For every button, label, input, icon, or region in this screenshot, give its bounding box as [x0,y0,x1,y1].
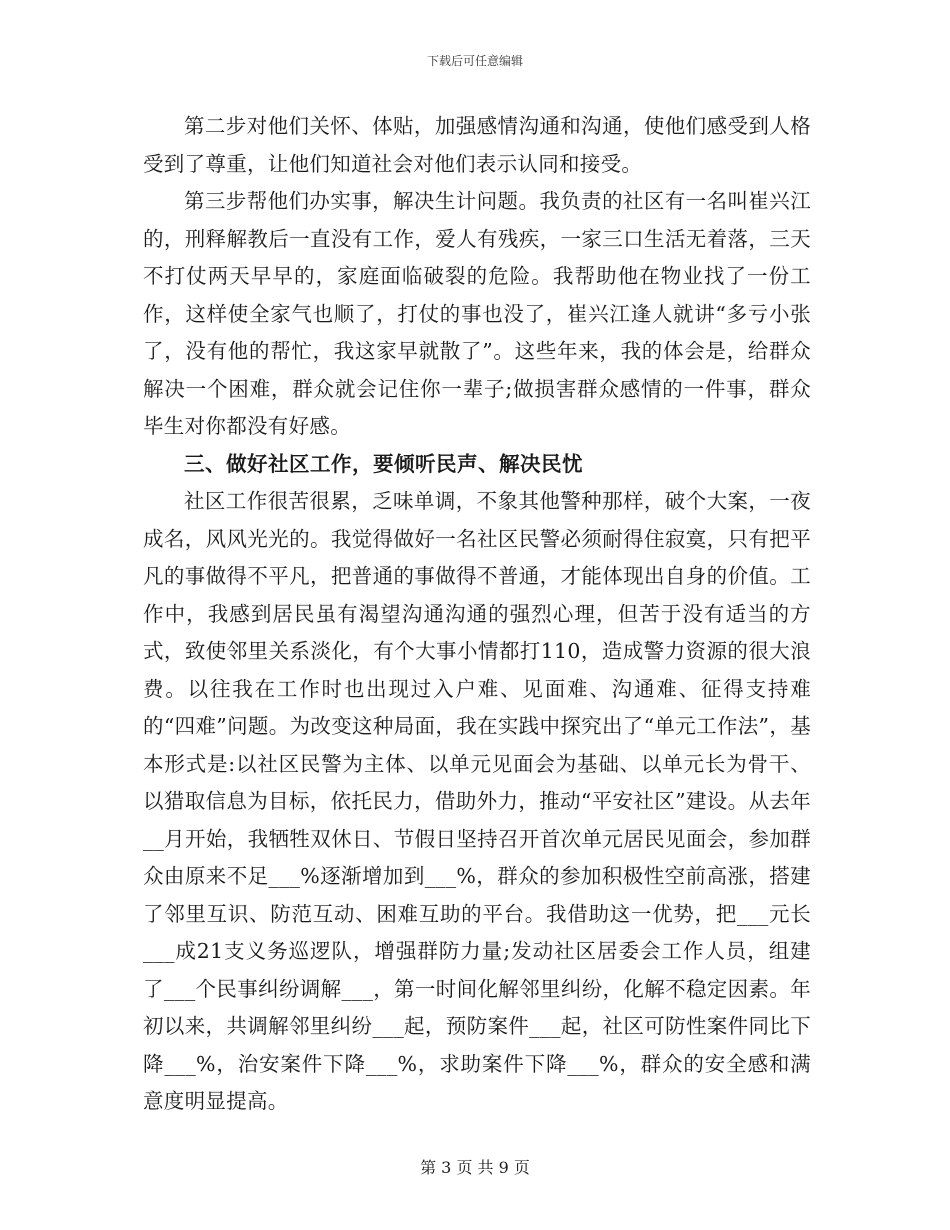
paragraph-community-work: 社区工作很苦很累，乏味单调，不象其他警种那样，破个大案，一夜成名，风风光光的。我觉得做好一名社区民警必须耐得住寂寞，只有把平凡的事做得不平凡，把普通的事做得不普通，才能体现出自身的价值。工作中，我感到居民虽有渴望沟通沟通的强烈心理，但苦于没有适当的方式，致使邻里关系淡化，有个大事小情都打110，造成警力资源的很大浪费。以往我在工作时也出现过入户难、见面难、沟通难、征得支持难的“四难”问题。为改变这种局面，我在实践中探究出了“单元工作法”，基本形式是:以社区民警为主体、以单元见面会为基础、以单元长为骨干、以猎取信息为目标，依托民力，借助外力，推动“平安社区”建设。从去年__月开始，我牺牲双休日、节假日坚持召开首次单元居民见面会，参加群众由原来不足___%逐渐增加到___%，群众的参加积极性空前高涨，搭建了邻里互识、防范互动、困难互助的平台。我借助这一优势，把___元长___成21支义务巡逻队，增强群防力量;发动社区居委会工作人员，组建了___个民事纠纷调解___，第一时间化解邻里纠纷，化解不稳定因素。年初以来，共调解邻里纠纷___起，预防案件___起，社区可防性案件同比下降___%，治安案件下降___%，求助案件下降___%，群众的安全感和满意度明显提高。 [143,489,811,1113]
page-header: 下载后可任意编辑 [426,54,523,68]
section-heading: 三、做好社区工作，要倾听民声、解决民忧 [184,451,583,476]
page-number: 第 3 页 共 9 页 [420,1158,530,1177]
paragraph-step-two: 第二步对他们关怀、体贴，加强感情沟通和沟通，使他们感受到人格受到了尊重，让他们知道社会对他们表示认同和接受。 [143,114,811,176]
paragraph-step-three: 第三步帮他们办实事，解决生计问题。我负责的社区有一名叫崔兴江的，刑释解教后一直没有工作，爱人有残疾，一家三口生活无着落，三天不打仗两天早早的，家庭面临破裂的危险。我帮助他在物业找了一份工作，这样使全家气也顺了，打仗的事也没了，崔兴江逢人就讲“多亏小张了，没有他的帮忙，我这家早就散了”。这些年来，我的体会是，给群众解决一个困难，群众就会记住你一辈子;做损害群众感情的一件事，群众毕生对你都没有好感。 [143,189,811,438]
document-body [143,108,811,1121]
